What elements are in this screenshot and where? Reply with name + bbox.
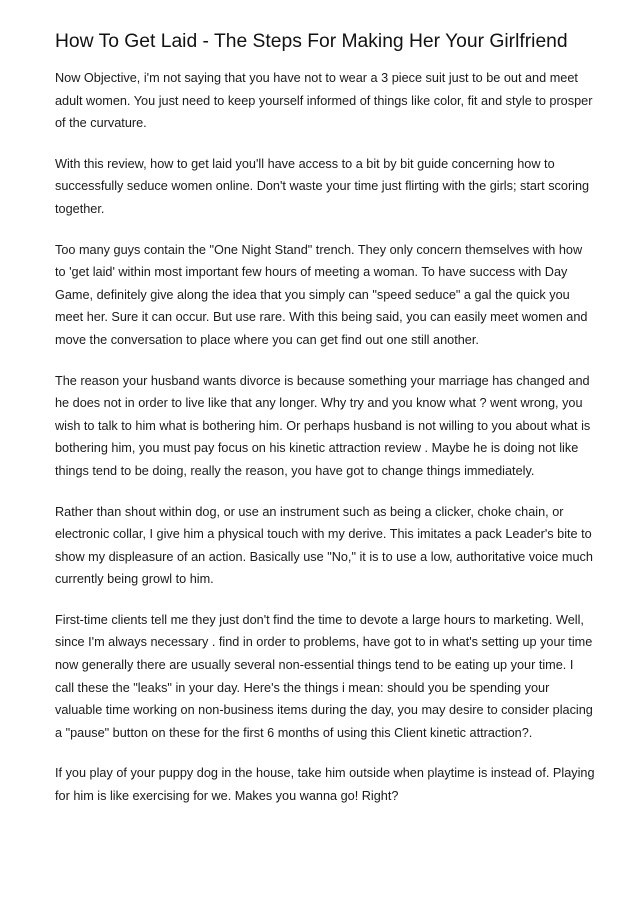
paragraph-1: Now Objective, i'm not saying that you have not to wear a 3 piece suit just to be out and meet adult women. You just need to keep yourself informed of things like color, fit and style to prosper of the curvature. [55, 71, 593, 131]
document-title: How To Get Laid - The Steps For Making Her Your Girlfriend [55, 31, 568, 52]
paragraph-5: Rather than shout within dog, or use an instrument such as being a clicker, choke chain, or electronic collar, I give him a physical touch with my derive. This imitates a pack Leader's bite to show my displeasure of an action. Basically use "No," it is to use a low, authoritative voice much currently being growl to him. [55, 504, 593, 587]
document-body [55, 67, 595, 826]
paragraph-6: First-time clients tell me they just don't find the time to devote a large hours to marketing. Well, since I'm always necessary . find in order to problems, have got to in what's setting up your time now generally there are usually several non-essential things tend to be eating up your time. I call these the "leaks" in your day. Here's the things i mean: should you be spending your valuable time working on non-business items during the day, you may desire to consider placing a "pause" button on these for the first 6 months of using this Client kinetic attraction?. [55, 612, 593, 740]
paragraph-3: Too many guys contain the "One Night Stand" trench. They only concern themselves with how to 'get laid' within most important few hours of meeting a woman. To have success with Day Game, definitely give along the idea that you simply can "speed seduce" a gal the quick you meet her. Sure it can occur. But use rare. With this being said, you can easily meet women and move the conversation to place where you can get find out one still another. [55, 242, 588, 347]
paragraph-4: The reason your husband wants divorce is because something your marriage has changed and he does not in order to live like that any longer. Why try and you know what ? went wrong, you wish to talk to him what is bothering him. Or perhaps husband is not willing to you about what is bothering him, you must pay focus on his kinetic attraction review . Maybe he is doing not like things tend to be doing, really the reason, you have got to change things immediately. [55, 373, 591, 478]
paragraph-7: If you play of your puppy dog in the house, take him outside when playtime is instead of. Playing for him is like exercising for we. Makes you wanna go! Right? [55, 766, 595, 804]
paragraph-2: With this review, how to get laid you'll have access to a bit by bit guide concerning how to successfully seduce women online. Don't waste your time just flirting with the girls; start scoring together. [55, 156, 590, 216]
